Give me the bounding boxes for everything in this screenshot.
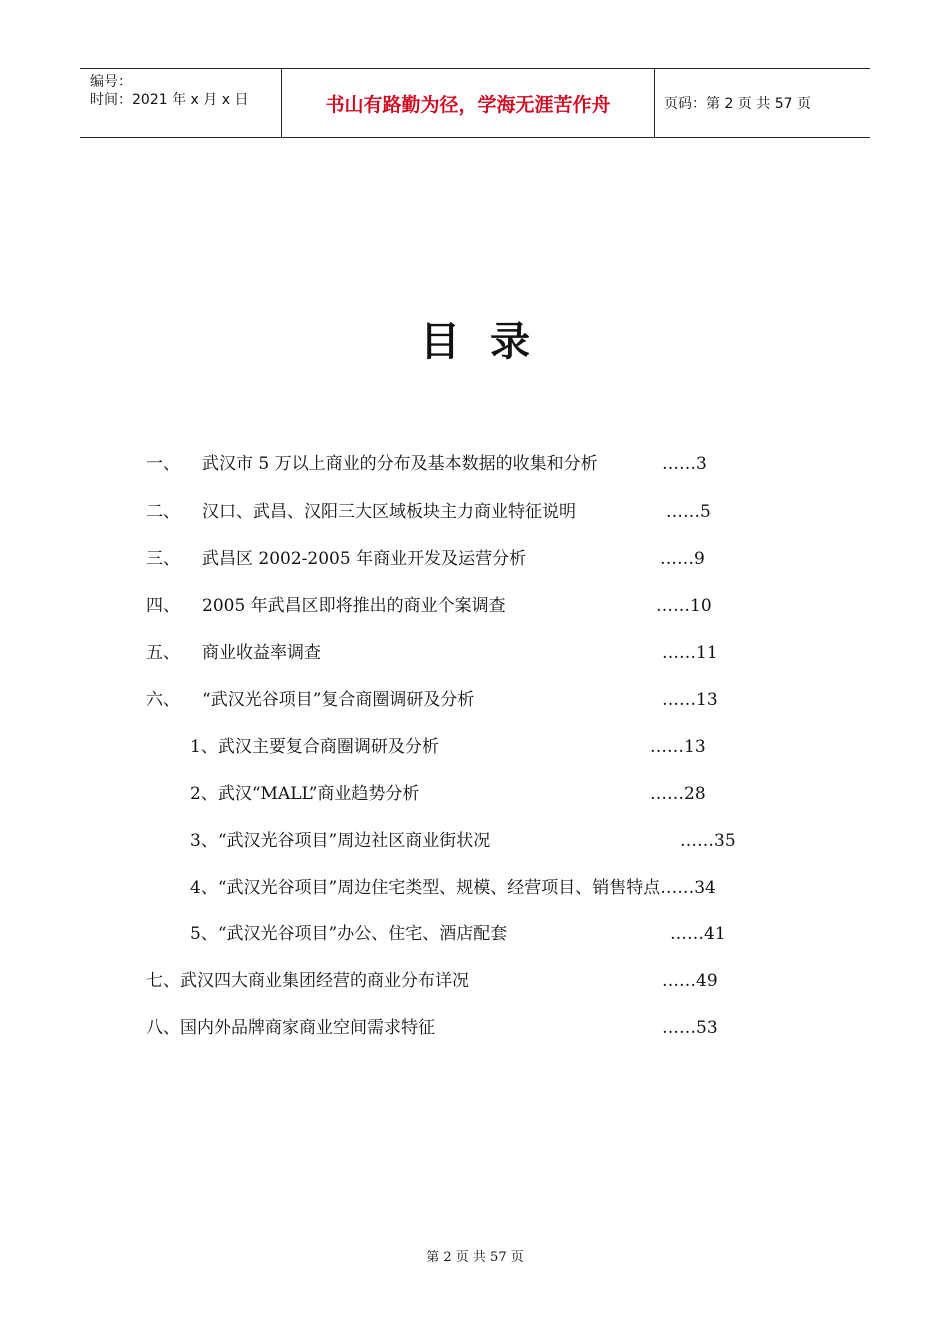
page-header bbox=[80, 68, 870, 138]
toc-page: ……10 bbox=[656, 596, 712, 616]
toc-page: ……53 bbox=[662, 1018, 718, 1038]
toc-page: ……41 bbox=[670, 924, 726, 944]
toc-text: “武汉光谷项目”复合商圈调研及分析 bbox=[202, 690, 475, 710]
toc-page: ……9 bbox=[660, 549, 705, 569]
toc-text: 5、“武汉光谷项目”办公、住宅、酒店配套 bbox=[190, 924, 508, 944]
toc-page: ……11 bbox=[662, 643, 718, 663]
toc-page: ……13 bbox=[662, 690, 718, 710]
toc-page: ……3 bbox=[662, 454, 707, 474]
toc-page: ……49 bbox=[662, 971, 718, 991]
header-divider bbox=[654, 69, 655, 137]
toc-text: 2005 年武昌区即将推出的商业个案调查 bbox=[202, 596, 506, 616]
toc-text: 4、“武汉光谷项目”周边住宅类型、规模、经营项目、销售特点……34 bbox=[190, 878, 716, 898]
toc-text: 1、武汉主要复合商圈调研及分析 bbox=[190, 737, 439, 757]
toc-page: ……5 bbox=[666, 502, 711, 522]
toc-number: 四、 bbox=[146, 596, 180, 616]
toc-number: 三、 bbox=[146, 549, 180, 569]
toc-number: 二、 bbox=[146, 502, 180, 522]
toc-number: 五、 bbox=[146, 643, 180, 663]
toc-text: 八、国内外品牌商家商业空间需求特征 bbox=[146, 1018, 435, 1038]
header-motto: 书山有路勤为径，学海无涯苦作舟 bbox=[325, 93, 611, 116]
toc-number: 六、 bbox=[146, 690, 180, 710]
toc-page: ……35 bbox=[680, 831, 736, 851]
toc-text: 汉口、武昌、汉阳三大区域板块主力商业特征说明 bbox=[202, 502, 576, 522]
toc-number: 一、 bbox=[146, 454, 180, 474]
toc-text: 商业收益率调查 bbox=[202, 643, 321, 663]
toc-text: 武昌区 2002-2005 年商业开发及运营分析 bbox=[202, 549, 527, 569]
toc-text: 2、武汉“MALL”商业趋势分析 bbox=[190, 784, 420, 804]
page-footer: 第 2 页 共 57 页 bbox=[426, 1250, 524, 1265]
header-number-label: 编号： bbox=[90, 74, 132, 90]
toc-text: 武汉市 5 万以上商业的分布及基本数据的收集和分析 bbox=[202, 454, 598, 474]
toc-text: 3、“武汉光谷项目”周边社区商业街状况 bbox=[190, 831, 491, 851]
header-meta bbox=[90, 73, 248, 109]
toc-page: ……28 bbox=[650, 784, 706, 804]
page-title: 目录 bbox=[420, 319, 560, 365]
toc-text: 七、武汉四大商业集团经营的商业分布详况 bbox=[146, 971, 469, 991]
header-page-info: 页码：第 2 页 共 57 页 bbox=[664, 96, 811, 112]
toc-page: ……13 bbox=[650, 737, 706, 757]
header-date: 时间：2021 年 x 月 x 日 bbox=[90, 92, 249, 108]
